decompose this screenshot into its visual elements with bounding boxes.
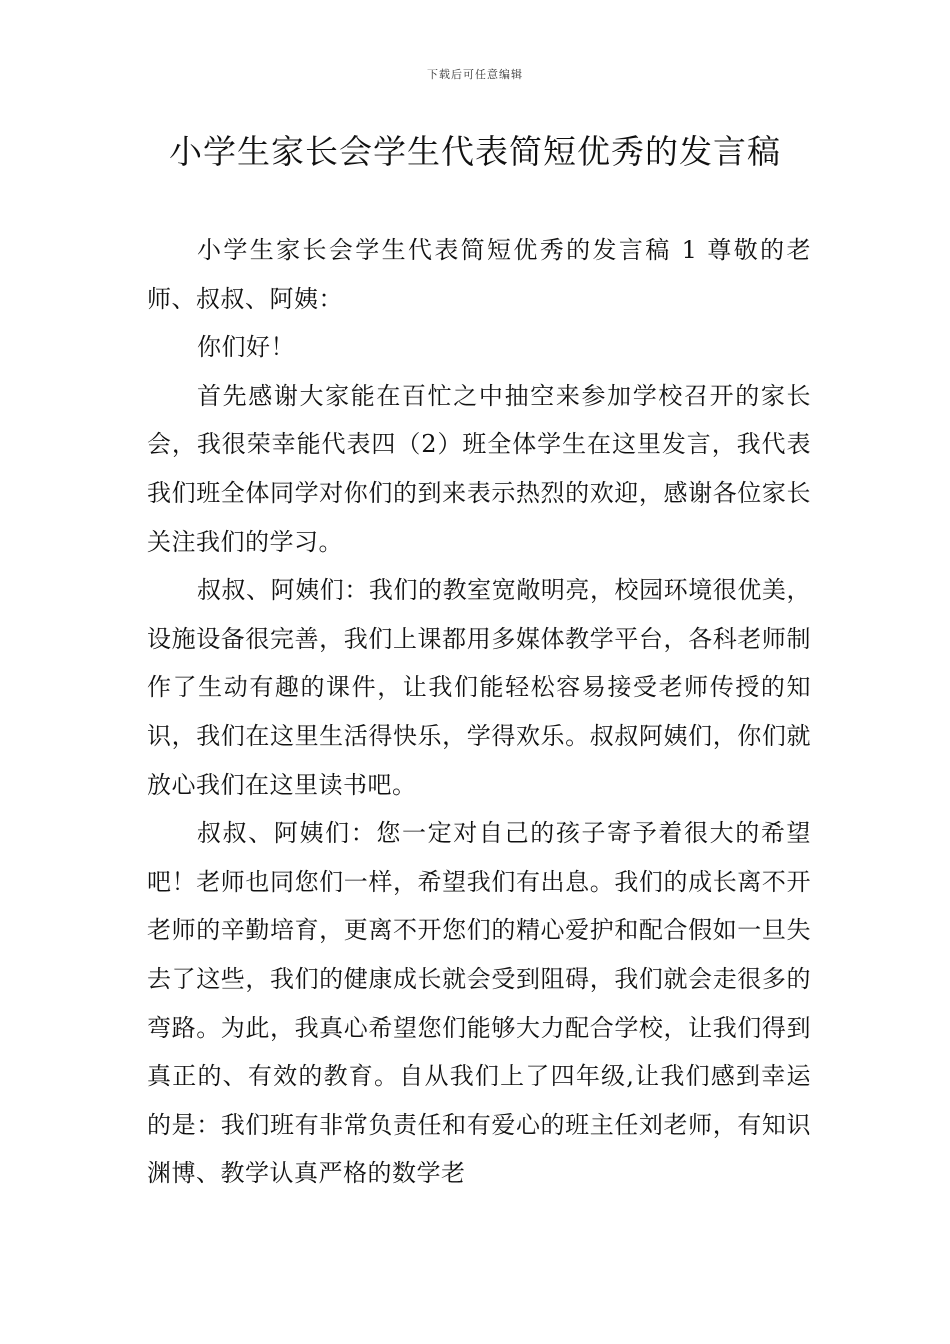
- document-title: 小学生家长会学生代表简短优秀的发言稿: [169, 132, 781, 171]
- paragraph-hello: 你们好！: [197, 333, 295, 362]
- paragraph-greeting: 小学生家长会学生代表简短优秀的发言稿 1 尊敬的老师、叔叔、阿姨：: [147, 236, 811, 313]
- paragraph-thanks: 首先感谢大家能在百忙之中抽空来参加学校召开的家长会，我很荣幸能代表四（2）班全体学生在这里发言，我代表我们班全体同学对你们的到来表示热烈的欢迎，感谢各位家长关注我们的学习。: [147, 381, 811, 556]
- header-note: 下载后可任意编辑: [427, 68, 523, 81]
- document-body: [147, 226, 811, 1198]
- paragraph-expectations: 叔叔、阿姨们：您一定对自己的孩子寄予着很大的希望吧！老师也同您们一样，希望我们有出息。我们的成长离不开老师的辛勤培育，更离不开您们的精心爱护和配合假如一旦失去了这些，我们的健康成长就会受到阻碍，我们就会走很多的弯路。为此，我真心希望您们能够大力配合学校，让我们得到真正的、有效的教育。自从我们上了四年级,让我们感到幸运的是：我们班有非常负责任和有爱心的班主任刘老师，有知识渊博、教学认真严格的数学老: [147, 819, 811, 1188]
- paragraph-school-environment: 叔叔、阿姨们：我们的教室宽敞明亮，校园环境很优美，设施设备很完善，我们上课都用多媒体教学平台，各科老师制作了生动有趣的课件，让我们能轻松容易接受老师传授的知识，我们在这里生活得快乐，学得欢乐。叔叔阿姨们，你们就放心我们在这里读书吧。: [147, 576, 811, 799]
